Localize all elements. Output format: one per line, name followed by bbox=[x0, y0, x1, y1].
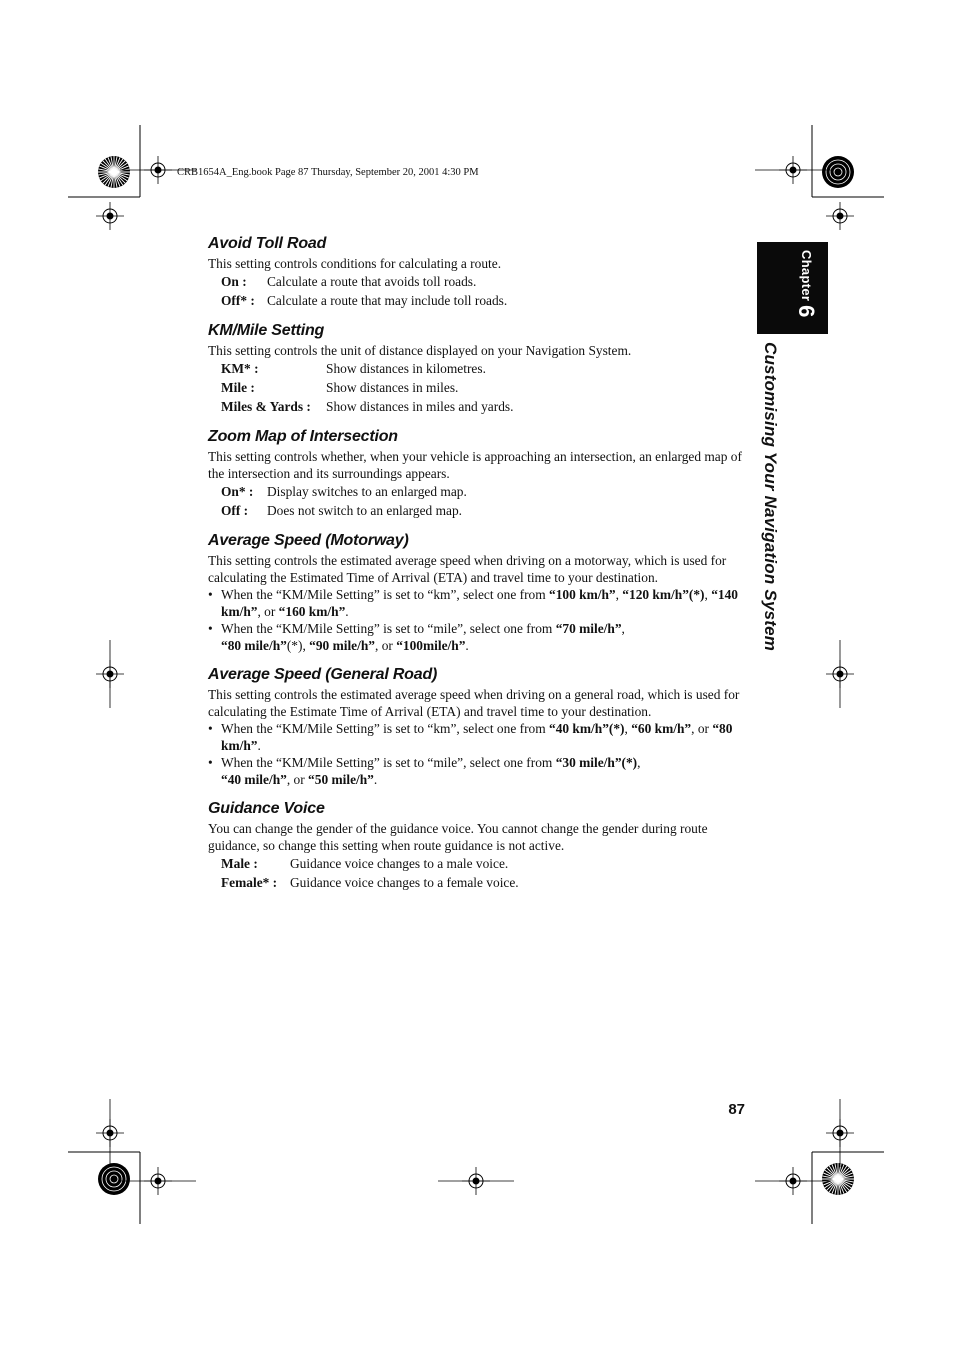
section-guidance-voice bbox=[208, 798, 748, 892]
speed-option: “100mile/h” bbox=[396, 638, 466, 653]
option-key: Off : bbox=[221, 503, 249, 518]
separator: , bbox=[704, 587, 712, 602]
option-row bbox=[208, 397, 748, 416]
option-row bbox=[208, 482, 748, 501]
separator: , or bbox=[257, 604, 279, 619]
speed-option: “80 km/h” bbox=[221, 721, 733, 753]
section-description: This setting controls whether, when your vehicle is approaching an intersection, an enlarged map of the intersection and its surroundings appears. bbox=[208, 449, 742, 481]
bullet-text: When the “KM/Mile Setting” is set to “mile”, select one from bbox=[221, 755, 556, 770]
chapter-label bbox=[793, 250, 819, 318]
option-value: Show distances in miles. bbox=[326, 380, 459, 395]
option-key: Off* : bbox=[221, 293, 255, 308]
speed-option: “50 mile/h” bbox=[308, 772, 374, 787]
separator: . bbox=[465, 638, 469, 653]
speed-option: “120 km/h”(*) bbox=[622, 587, 705, 602]
option-key: On* : bbox=[221, 484, 254, 499]
separator: , or bbox=[375, 638, 397, 653]
print-header: CRB1654A_Eng.book Page 87 Thursday, September 20, 2001 4:30 PM bbox=[177, 167, 479, 178]
section-title: Guidance Voice bbox=[208, 800, 325, 817]
option-row bbox=[208, 272, 748, 291]
separator: , bbox=[615, 587, 623, 602]
bullet-text: When the “KM/Mile Setting” is set to “km”, select one from bbox=[221, 721, 549, 736]
option-row bbox=[208, 873, 748, 892]
option-value: Guidance voice changes to a female voice. bbox=[290, 875, 519, 890]
option-key: Male : bbox=[221, 856, 258, 871]
section-km-mile-setting bbox=[208, 320, 748, 416]
section-average-speed-motorway bbox=[208, 530, 748, 654]
bullet-text: When the “KM/Mile Setting” is set to “mile”, select one from bbox=[221, 621, 556, 636]
section-title: Zoom Map of Intersection bbox=[208, 428, 398, 445]
option-value: Calculate a route that may include toll roads. bbox=[267, 293, 508, 308]
option-key: KM* : bbox=[221, 361, 259, 376]
separator: (*), bbox=[286, 638, 310, 653]
section-average-speed-general-road bbox=[208, 664, 748, 788]
chapter-word: Chapter bbox=[799, 250, 814, 302]
section-avoid-toll-road bbox=[208, 233, 748, 310]
section-description: You can change the gender of the guidance voice. You cannot change the gender during route guidance, so change this setting when route guidance is not active. bbox=[208, 821, 708, 853]
section-description: This setting controls the estimated average speed when driving on a motorway, which is used for calculating the Estimated Time of Arrival (ETA) and travel time to your destination. bbox=[208, 553, 727, 585]
option-value: Show distances in kilometres. bbox=[326, 361, 486, 376]
separator: , bbox=[637, 755, 641, 770]
speed-option: “140 km/h” bbox=[221, 587, 738, 619]
speed-option: “90 mile/h” bbox=[309, 638, 375, 653]
bullet-item: • When the “KM/Mile Setting” is set to “km”, select one from “40 km/h”(*), “60 km/h”, or “80 km/h”. bbox=[208, 721, 733, 753]
section-title: KM/Mile Setting bbox=[208, 322, 325, 339]
speed-option: “40 km/h”(*) bbox=[549, 721, 625, 736]
separator: . bbox=[373, 772, 378, 787]
speed-option: “60 km/h” bbox=[631, 721, 692, 736]
section-description: This setting controls the unit of distance displayed on your Navigation System. bbox=[208, 343, 632, 358]
speed-option: “40 mile/h” bbox=[221, 772, 287, 787]
separator: . bbox=[257, 738, 261, 753]
section-title: Avoid Toll Road bbox=[208, 235, 327, 252]
section-description: This setting controls conditions for calculating a route. bbox=[208, 256, 502, 271]
page-content bbox=[208, 233, 748, 892]
option-value: Display switches to an enlarged map. bbox=[267, 484, 467, 499]
separator: , bbox=[621, 621, 625, 636]
option-key: Female* : bbox=[221, 875, 278, 890]
option-value: Guidance voice changes to a male voice. bbox=[290, 856, 509, 871]
option-row bbox=[208, 501, 748, 520]
option-row bbox=[208, 854, 748, 873]
option-row bbox=[208, 291, 748, 310]
chapter-title: Customising Your Navigation System bbox=[761, 342, 780, 652]
option-value: Does not switch to an enlarged map. bbox=[267, 503, 462, 518]
separator: , or bbox=[691, 721, 713, 736]
section-title: Average Speed (General Road) bbox=[208, 666, 438, 683]
bullet-text: When the “KM/Mile Setting” is set to “km”, select one from bbox=[221, 587, 549, 602]
bullet-item: • When the “KM/Mile Setting” is set to “mile”, select one from “30 mile/h”(*), “40 mile/h”, or “50 mile/h”. bbox=[208, 755, 641, 787]
speed-option: “100 km/h” bbox=[549, 587, 616, 602]
separator: . bbox=[345, 604, 349, 619]
option-row bbox=[208, 359, 748, 378]
option-key: On : bbox=[221, 274, 247, 289]
speed-option: “160 km/h” bbox=[278, 604, 346, 619]
speed-option: “30 mile/h”(*) bbox=[555, 755, 638, 770]
option-key: Miles & Yards : bbox=[221, 399, 311, 414]
section-description: This setting controls the estimated average speed when driving on a general road, which is used for calculating the Estimate Time of Arrival (ETA) and travel time to your destination. bbox=[208, 687, 740, 719]
separator: , bbox=[624, 721, 632, 736]
chapter-number: 6 bbox=[794, 305, 819, 318]
option-value: Show distances in miles and yards. bbox=[326, 399, 514, 414]
section-zoom-map bbox=[208, 426, 748, 520]
speed-option: “80 mile/h” bbox=[221, 638, 287, 653]
separator: , or bbox=[286, 772, 309, 787]
page-number: 87 bbox=[728, 1101, 745, 1118]
bullet-item: • When the “KM/Mile Setting” is set to “mile”, select one from “70 mile/h”, “80 mile/h”(*), “90 mile/h”, or “100mile/h”. bbox=[208, 621, 625, 653]
speed-option: “70 mile/h” bbox=[555, 621, 622, 636]
section-title: Average Speed (Motorway) bbox=[208, 532, 409, 549]
option-row bbox=[208, 378, 748, 397]
option-key: Mile : bbox=[221, 380, 255, 395]
option-value: Calculate a route that avoids toll roads. bbox=[267, 274, 477, 289]
bullet-item: • When the “KM/Mile Setting” is set to “km”, select one from “100 km/h”, “120 km/h”(*), “140 km/h”, or “160 km/h”. bbox=[208, 587, 738, 619]
